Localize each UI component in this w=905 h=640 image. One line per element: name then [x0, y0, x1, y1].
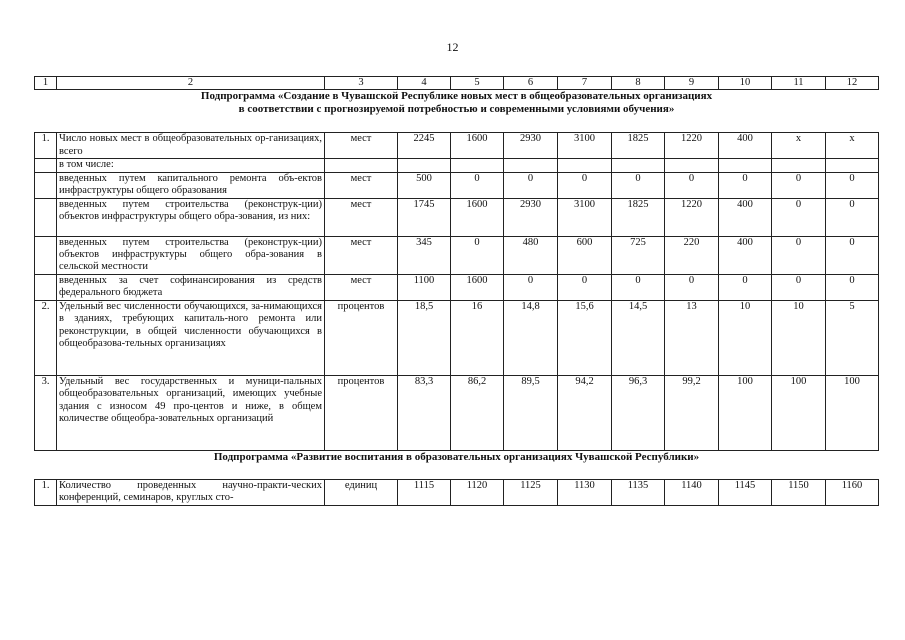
indicator-value: 1125: [504, 479, 558, 505]
indicator-value: 0: [612, 172, 665, 198]
indicator-value: 400: [719, 133, 772, 159]
indicator-value: 1135: [612, 479, 665, 505]
indicator-value: 1115: [398, 479, 451, 505]
indicator-value: 14,8: [504, 300, 558, 375]
row-number: 1.: [35, 133, 57, 159]
indicator-name: в том числе:: [57, 159, 325, 172]
column-number: 11: [772, 77, 826, 90]
indicator-value: x: [826, 133, 879, 159]
row-number: 2.: [35, 300, 57, 375]
column-number: 12: [826, 77, 879, 90]
table-row: [35, 236, 879, 274]
column-number: 6: [504, 77, 558, 90]
table-row: [35, 375, 879, 450]
indicator-value: 1825: [612, 198, 665, 236]
row-number: [35, 159, 57, 172]
indicator-value: 100: [826, 375, 879, 450]
column-number: 7: [558, 77, 612, 90]
table-row: [35, 159, 879, 172]
indicator-name: введенных путем строительства (реконструк-ции) объектов инфраструктуры общего обра-зования, из них:: [57, 198, 325, 236]
row-number: 3.: [35, 375, 57, 450]
indicator-value: 0: [451, 236, 504, 274]
indicator-value: 100: [772, 375, 826, 450]
indicator-value: 1145: [719, 479, 772, 505]
indicator-value: 345: [398, 236, 451, 274]
indicator-name: введенных путем капитального ремонта объ-ектов инфраструктуры общего образования: [57, 172, 325, 198]
unit-of-measure: мест: [325, 172, 398, 198]
indicator-value: 1100: [398, 274, 451, 300]
indicator-value: 0: [719, 274, 772, 300]
indicator-value: 0: [719, 172, 772, 198]
indicator-value: 1150: [772, 479, 826, 505]
indicator-value: 480: [504, 236, 558, 274]
table-row: [35, 479, 879, 505]
column-number: 8: [612, 77, 665, 90]
indicator-value: [451, 159, 504, 172]
indicator-value: 18,5: [398, 300, 451, 375]
row-number: 1.: [35, 479, 57, 505]
indicator-value: 400: [719, 236, 772, 274]
indicator-value: 1130: [558, 479, 612, 505]
column-number: 4: [398, 77, 451, 90]
indicator-value: 0: [826, 172, 879, 198]
indicator-value: 86,2: [451, 375, 504, 450]
indicator-value: 400: [719, 198, 772, 236]
indicator-value: 2930: [504, 133, 558, 159]
indicator-value: 5: [826, 300, 879, 375]
indicator-value: 0: [665, 274, 719, 300]
indicator-value: 1120: [451, 479, 504, 505]
unit-of-measure: мест: [325, 274, 398, 300]
indicator-value: 10: [772, 300, 826, 375]
indicator-value: 1825: [612, 133, 665, 159]
column-number: 9: [665, 77, 719, 90]
indicator-value: 0: [612, 274, 665, 300]
indicator-value: 725: [612, 236, 665, 274]
indicator-value: [719, 159, 772, 172]
unit-of-measure: мест: [325, 198, 398, 236]
indicator-value: 0: [451, 172, 504, 198]
table-row: [35, 133, 879, 159]
indicator-value: 0: [772, 172, 826, 198]
indicator-value: 600: [558, 236, 612, 274]
indicator-value: 94,2: [558, 375, 612, 450]
indicator-value: 13: [665, 300, 719, 375]
indicator-name: введенных путем строительства (реконструк-ции) объектов инфраструктуры общего обра-зования в сельской местности: [57, 236, 325, 274]
table-body: [35, 77, 879, 506]
indicator-value: 0: [665, 172, 719, 198]
indicator-value: 0: [826, 274, 879, 300]
column-number: 3: [325, 77, 398, 90]
indicator-value: 89,5: [504, 375, 558, 450]
row-number: [35, 236, 57, 274]
table-row: [35, 172, 879, 198]
indicator-value: [772, 159, 826, 172]
unit-of-measure: единиц: [325, 479, 398, 505]
row-number: [35, 198, 57, 236]
indicator-value: 3100: [558, 133, 612, 159]
row-number: [35, 274, 57, 300]
indicator-value: [665, 159, 719, 172]
section-heading-row: [35, 450, 879, 479]
unit-of-measure: процентов: [325, 300, 398, 375]
indicator-value: 0: [772, 198, 826, 236]
indicator-name: Число новых мест в общеобразовательных ор-ганизациях, всего: [57, 133, 325, 159]
section1-heading: [35, 90, 879, 133]
section1-title-line2: в соответствии с прогнозируемой потребностью и современными условиями обучения»: [238, 103, 675, 116]
indicator-value: 1600: [451, 133, 504, 159]
column-number: 2: [57, 77, 325, 90]
column-number: 1: [35, 77, 57, 90]
indicator-value: [558, 159, 612, 172]
indicator-value: 16: [451, 300, 504, 375]
indicator-value: [612, 159, 665, 172]
page-number: 12: [446, 40, 459, 54]
table-row: [35, 198, 879, 236]
indicator-value: 1160: [826, 479, 879, 505]
indicator-value: 0: [504, 172, 558, 198]
indicator-value: 1600: [451, 274, 504, 300]
unit-of-measure: мест: [325, 133, 398, 159]
indicator-value: 0: [826, 236, 879, 274]
indicator-value: 83,3: [398, 375, 451, 450]
indicator-value: 0: [772, 236, 826, 274]
indicator-value: 14,5: [612, 300, 665, 375]
indicator-value: 99,2: [665, 375, 719, 450]
indicator-value: 100: [719, 375, 772, 450]
indicator-name: Удельный вес численности обучающихся, за-нимающихся в зданиях, требующих капиталь-ного ремонта или реконструкции, в общей численности обучающихся в общеобразова-тельных организациях: [57, 300, 325, 375]
unit-of-measure: мест: [325, 236, 398, 274]
indicator-value: 0: [504, 274, 558, 300]
row-number: [35, 172, 57, 198]
table-row: [35, 300, 879, 375]
indicator-value: 0: [826, 198, 879, 236]
indicator-value: 1220: [665, 133, 719, 159]
indicator-value: 1220: [665, 198, 719, 236]
indicator-value: 3100: [558, 198, 612, 236]
indicators-table: [34, 76, 879, 506]
indicator-value: [826, 159, 879, 172]
column-number: 5: [451, 77, 504, 90]
indicator-value: 2245: [398, 133, 451, 159]
indicator-value: 10: [719, 300, 772, 375]
indicator-name: Количество проведенных научно-практи-ческих конференций, семинаров, круглых сто-: [57, 479, 325, 505]
indicator-value: 15,6: [558, 300, 612, 375]
indicator-value: 1745: [398, 198, 451, 236]
indicator-value: 0: [772, 274, 826, 300]
unit-of-measure: процентов: [325, 375, 398, 450]
indicator-value: 96,3: [612, 375, 665, 450]
indicator-name: Удельный вес государственных и муници-пальных общеобразовательных организаций, имеющих учебные здания с износом 49 про-центов и ниже, в общем количестве общеобра-зовательных организаций: [57, 375, 325, 450]
indicator-value: 0: [558, 172, 612, 198]
unit-of-measure: [325, 159, 398, 172]
section2-heading: Подпрограмма «Развитие воспитания в образовательных организациях Чувашской Республики»: [35, 450, 879, 479]
column-number-row: [35, 77, 879, 90]
section-heading-row: [35, 90, 879, 133]
indicator-value: [398, 159, 451, 172]
column-number: 10: [719, 77, 772, 90]
indicator-value: 1600: [451, 198, 504, 236]
indicator-value: 1140: [665, 479, 719, 505]
section1-title-line1: Подпрограмма «Создание в Чувашской Республике новых мест в общеобразовательных организациях: [200, 90, 713, 103]
indicator-value: 220: [665, 236, 719, 274]
indicator-value: 2930: [504, 198, 558, 236]
indicator-name: введенных за счет софинансирования из средств федерального бюджета: [57, 274, 325, 300]
indicator-value: 500: [398, 172, 451, 198]
indicator-value: [504, 159, 558, 172]
indicator-value: x: [772, 133, 826, 159]
table-row: [35, 274, 879, 300]
indicator-value: 0: [558, 274, 612, 300]
